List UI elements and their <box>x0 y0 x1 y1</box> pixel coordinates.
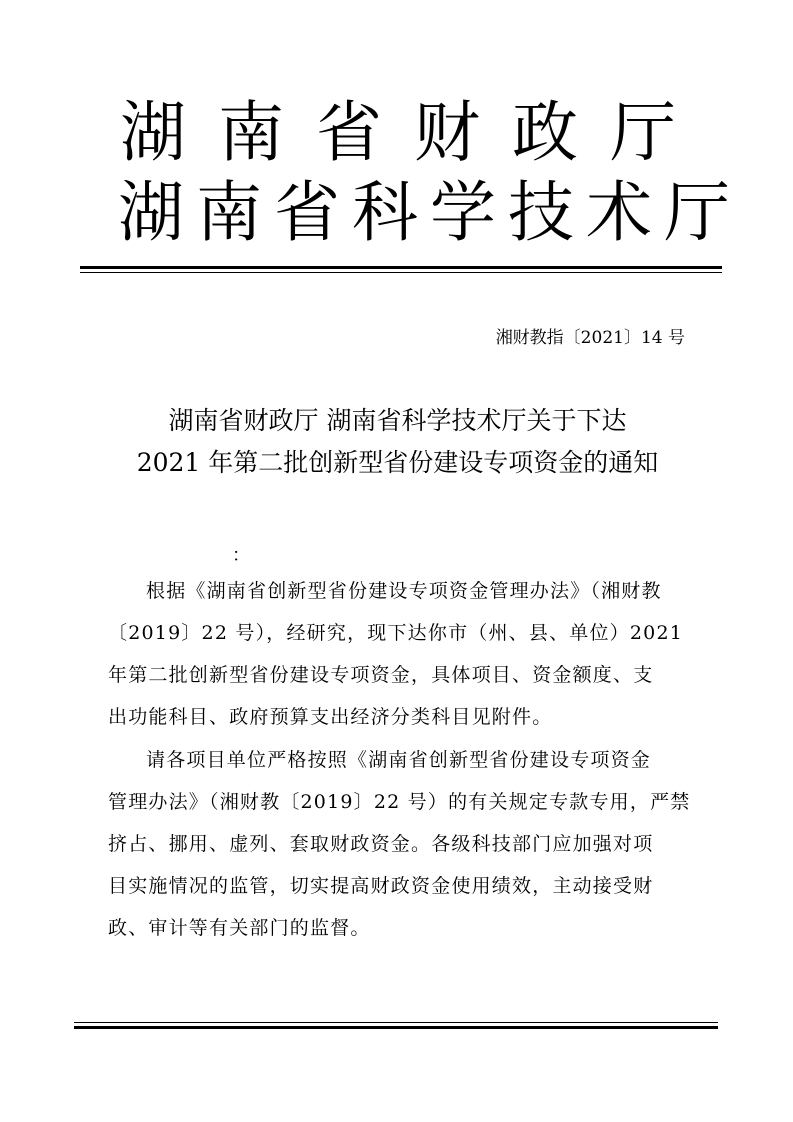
body-paragraph-1 <box>108 570 688 738</box>
document-title <box>80 400 715 484</box>
header-divider-thick <box>80 266 722 269</box>
paragraph-line: 目实施情况的监管，切实提高财政资金使用绩效，主动接受财 <box>108 875 654 897</box>
footer-divider <box>74 1022 718 1030</box>
paragraph-line: 年第二批创新型省份建设专项资金，具体项目、资金额度、支 <box>108 664 654 686</box>
header-divider-thin <box>80 272 722 273</box>
paragraph-line: 政、审计等有关部门的监督。 <box>108 917 371 939</box>
paragraph-line: 〔2019〕22 号），经研究，现下达你市（州、县、单位）2021 <box>108 622 684 644</box>
title-line-1: 湖南省财政厅 湖南省科学技术厅关于下达 <box>168 406 627 435</box>
document-number: 湘财教指〔2021〕14 号 <box>495 328 685 348</box>
paragraph-line: 挤占、挪用、虚列、套取财政资金。各级科技部门应加强对项 <box>108 833 654 855</box>
title-line-2: 2021 年第二批创新型省份建设专项资金的通知 <box>136 448 659 477</box>
issuing-org-finance: 湖南省财政厅 <box>120 94 708 171</box>
recipient-colon: ： <box>232 545 250 566</box>
footer-divider-thin <box>74 1022 718 1023</box>
paragraph-line: 管理办法》（湘财教〔2019〕22 号）的有关规定专款专用，严禁 <box>108 791 691 813</box>
issuing-org-science: 湖南省科学技术厅 <box>118 174 742 251</box>
header-divider <box>80 266 722 274</box>
paragraph-line: 请各项目单位严格按照《湖南省创新型省份建设专项资金 <box>146 749 652 771</box>
body-paragraph-2 <box>108 739 691 949</box>
paragraph-line: 根据《湖南省创新型省份建设专项资金管理办法》（湘财教 <box>146 580 662 602</box>
paragraph-line: 出功能科目、政府预算支出经济分类科目见附件。 <box>108 706 553 728</box>
footer-divider-thick <box>74 1026 718 1029</box>
